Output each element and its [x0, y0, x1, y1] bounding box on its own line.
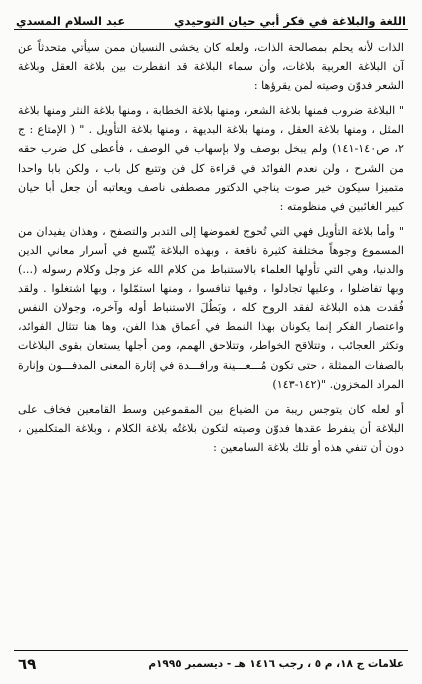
header-author: عبد السلام المسدي	[16, 14, 126, 28]
running-footer	[18, 654, 404, 674]
paragraph-quote-interpretation: " وأما بلاغة التأويل فهي التي تُحوج لغموضها إلى التدبر والتصفح ، وهذان يفيدان من المسموع وجوهاً مختلفة كثيرة نافعة ، وبهذه البلاغة يُتّسع في أسرار معاني الدين والدنيا، وهي التي تأولها العلماء بالاستنباط من كلام الله عز وجل وكلام رسوله (...) وبها تفاضلوا ، وعليها تجادلوا ، وفيها تنافسوا ، ومنها استمّلوا ، وبها اشتغلوا . ولقد فُقدت هذه البلاغة لفقد الروح كله ، وبَطُلَ الاستنباط أوله وآخره، وجولان النفس واعتصار الفكر إنما يكونان بهذا النمط في أعماق هذا الفن، وها هنا تتثال الفوائد، وتكثر العجائب ، وتتلاقح الخواطر، وتتلاحق الهمم، ومن أجلها يستعان بقوى البلاغات بالصفات الممثلة ، حتى تكون مُـــعـــينة ورافـــدة في إثارة المعنى المدفـــون وإنارة المراد المخزون. "(١٤٢-١٤٣)	[18, 224, 404, 391]
body-text	[18, 38, 404, 457]
page-number: ٦٩	[18, 655, 37, 673]
header-title: اللغة والبلاغة في فكر أبي حيان التوحيدي	[174, 14, 406, 28]
running-header	[16, 6, 406, 28]
footer-divider	[14, 650, 408, 651]
paragraph-quote-types: " البلاغة ضروب فمنها بلاغة الشعر، ومنها بلاغة الخطابة ، ومنها بلاغة النثر ومنها بلاغة المثل ، ومنها بلاغة العقل ، ومنها بلاغة البديهة ، ومنها بلاغة التأويل . " ( الإمتاع : ج ٢، ص١٤٠-١٤١) ولم يبخل بوصف ولا بإسهاب في الوصف ، فأعطى كل ضرب حقه من الشرح ، ولن نعدم الفوائد في قراءة كل فن وتتبع كل باب ، ولكن بابا واحدا متميزا سيكون خير صوت يناجي الدكتور مصطفى ناصف ويعاتبه أن جعل أبا حيان كبير الغائبين في منظومته :	[18, 104, 404, 213]
paragraph-closing: أو لعله كان يتوجس ريبة من الضياع بين المقموعين وسط القامعين فخاف على البلاغة أن ينفرط عقدها فدوّن وصيته لتكون بلاغتُه بلاغة الكلام ، وبلاغة المتكلمين ، دون أن تنفي هذه أو تلك بلاغة السامعين :	[18, 402, 404, 454]
journal-info: علامات ج ١٨، م ٥ ، رجب ١٤١٦ هـ - ديسمبر ١٩٩٥م	[148, 658, 404, 670]
header-divider	[14, 29, 408, 30]
paragraph-intro: الذات لأنه يحلم بمصالحة الذات، ولعله كان يخشى النسيان ممن سيأتي متحدثاً عن آن البلاغة العربية بلاغات، وأن سماء البلاغة قد انفطرت بين بلاغة العقل وبلاغة الشعر فدوّن وصيته لمن يقرؤها :	[18, 41, 404, 93]
